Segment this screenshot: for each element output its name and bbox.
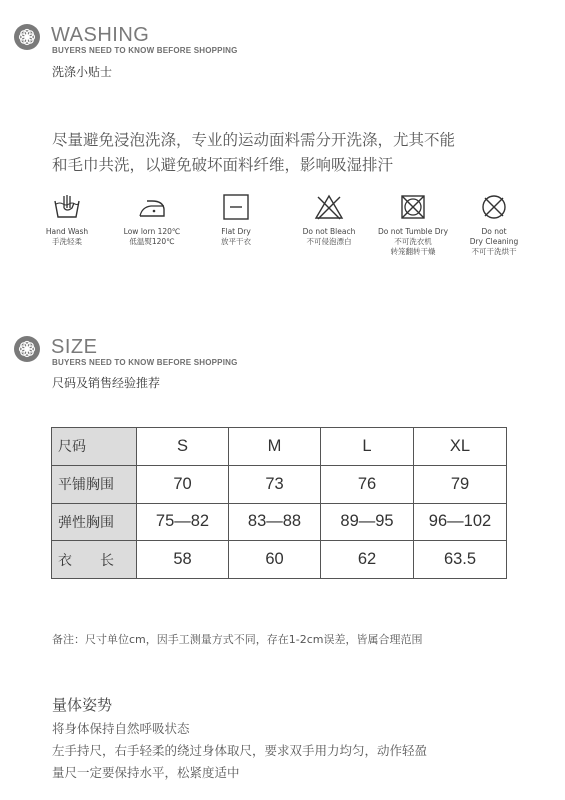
no-bleach-icon bbox=[314, 192, 344, 222]
size-note: 备注：尺寸单位cm，因手工测量方式不同，存在1-2cm误差，皆属合理范围 bbox=[52, 633, 423, 646]
hand-wash-icon bbox=[52, 192, 82, 222]
row-label: 衣 长 bbox=[52, 541, 137, 579]
table-cell: 63.5 bbox=[414, 541, 507, 579]
care-label-cn: 不可侵泡漂白 bbox=[306, 237, 352, 246]
table-cell: 76 bbox=[321, 465, 414, 503]
size-cn-title: 尺码及销售经验推荐 bbox=[52, 376, 161, 390]
flower-logo-icon bbox=[14, 336, 40, 362]
washing-subtitle: BUYERS NEED TO KNOW BEFORE SHOPPING bbox=[52, 46, 238, 55]
care-label-cn-2: 转笼翻转干燥 bbox=[390, 247, 436, 256]
header-cell: L bbox=[321, 428, 414, 466]
washing-cn-title: 洗涤小贴士 bbox=[52, 65, 113, 79]
row-label: 平铺胸围 bbox=[52, 465, 137, 503]
care-label-en: Low lorn 120℃ bbox=[123, 227, 181, 236]
care-flat-dry bbox=[186, 192, 286, 247]
care-label-cn: 低温熨120℃ bbox=[129, 237, 175, 246]
iron-low-icon bbox=[137, 192, 167, 222]
table-row bbox=[52, 465, 507, 503]
care-label-cn: 放平干衣 bbox=[221, 237, 251, 246]
care-label-cn: 不可洗衣机 bbox=[394, 237, 432, 246]
care-label-en: Do not Bleach bbox=[302, 227, 356, 236]
flower-logo-icon bbox=[14, 24, 40, 50]
size-subtitle: BUYERS NEED TO KNOW BEFORE SHOPPING bbox=[52, 358, 238, 367]
intro-line-1: 尽量避免浸泡洗涤，专业的运动面料需分开洗涤，尤其不能 bbox=[52, 131, 456, 149]
care-label-cn: 不可干洗烘干 bbox=[471, 247, 517, 256]
table-cell: 60 bbox=[229, 541, 321, 579]
measure-line-2: 左手持尺，右手轻柔的绕过身体取尺，要求双手用力均匀，动作轻盈 bbox=[52, 743, 428, 758]
table-cell: 70 bbox=[137, 465, 229, 503]
care-label-en: Flat Dry bbox=[221, 227, 251, 236]
table-cell: 79 bbox=[414, 465, 507, 503]
care-no-dry-clean bbox=[444, 192, 544, 257]
header-cell: M bbox=[229, 428, 321, 466]
table-cell: 75—82 bbox=[137, 503, 229, 541]
header-cell: XL bbox=[414, 428, 507, 466]
table-row bbox=[52, 503, 507, 541]
care-label-en: Do not bbox=[481, 227, 507, 236]
header-cell: S bbox=[137, 428, 229, 466]
table-cell: 89—95 bbox=[321, 503, 414, 541]
measure-line-1: 将身体保持自然呼吸状态 bbox=[52, 721, 190, 736]
size-table bbox=[51, 427, 507, 579]
care-label-en: Hand Wash bbox=[45, 227, 89, 236]
washing-intro bbox=[52, 128, 552, 178]
table-cell: 96—102 bbox=[414, 503, 507, 541]
no-dry-clean-icon bbox=[479, 192, 509, 222]
measure-line-3: 量尺一定要保持水平，松紧度适中 bbox=[52, 765, 240, 780]
measure-title: 量体姿势 bbox=[52, 696, 113, 714]
flat-dry-icon bbox=[221, 192, 251, 222]
intro-line-2: 和毛巾共洗，以避免破坏面料纤维，影响吸湿排汗 bbox=[52, 156, 394, 174]
size-title: SIZE bbox=[51, 336, 98, 358]
washing-title: WASHING bbox=[51, 24, 150, 46]
table-cell: 73 bbox=[229, 465, 321, 503]
table-cell: 62 bbox=[321, 541, 414, 579]
table-row bbox=[52, 541, 507, 579]
row-label: 弹性胸围 bbox=[52, 503, 137, 541]
table-cell: 83—88 bbox=[229, 503, 321, 541]
table-cell: 58 bbox=[137, 541, 229, 579]
table-header-row bbox=[52, 428, 507, 466]
no-tumble-dry-icon bbox=[398, 192, 428, 222]
care-label-cn: 手洗轻柔 bbox=[52, 237, 82, 246]
header-cell: 尺码 bbox=[52, 428, 137, 466]
care-label-en-2: Dry Cleaning bbox=[469, 237, 519, 246]
care-label-en: Do not Tumble Dry bbox=[377, 227, 449, 236]
